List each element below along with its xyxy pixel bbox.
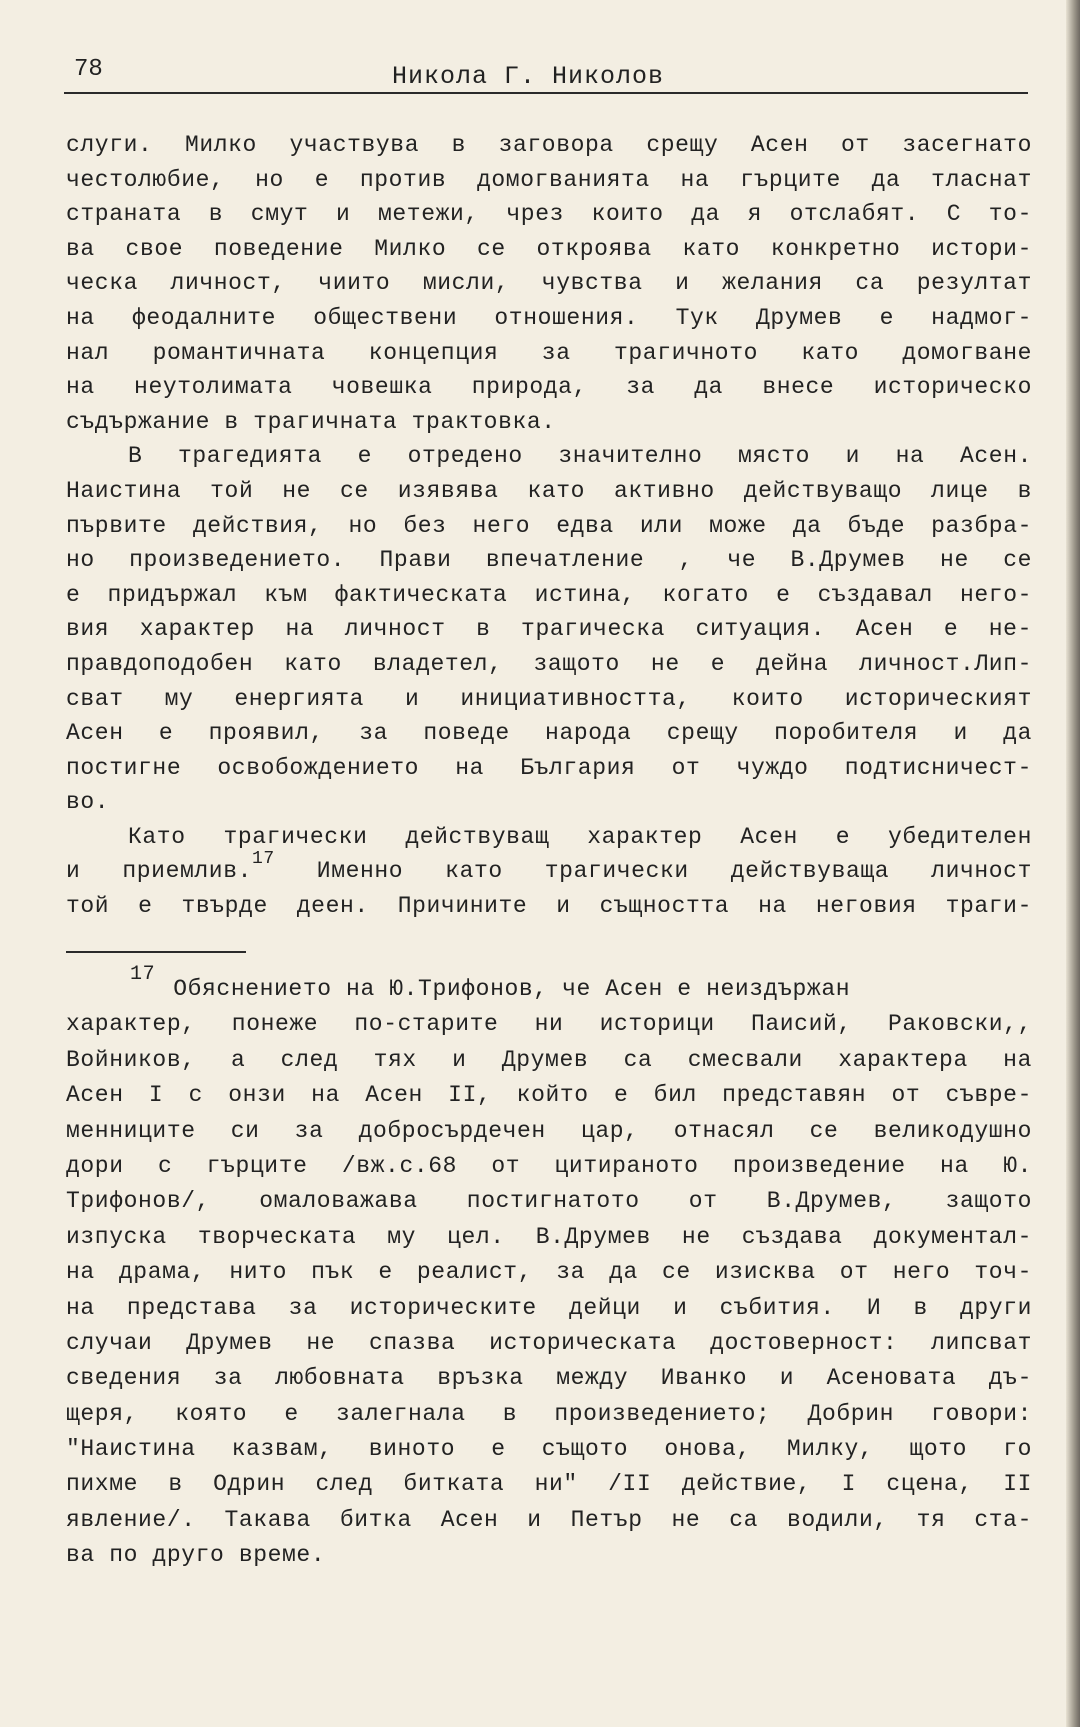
footnote-rule — [66, 951, 246, 953]
text-line: на феодалните обществени отношения. Тук Друмев е надмог- — [66, 304, 1032, 331]
footnote-line: явление/. Такава битка Асен и Петър не са водили, тя ста- — [66, 1506, 1032, 1533]
footnote-line: менниците си за добросърдечен цар, отнасял се великодушно — [66, 1117, 1032, 1144]
text-line: сват му енергията и инициативността, които историческият — [66, 685, 1032, 712]
page-number: 78 — [74, 56, 103, 83]
page-header — [64, 56, 1028, 96]
text-line: Наистина той не се изявява като активно действуващо лице в — [66, 477, 1032, 504]
text-line: честолюбие, но е против домогванията на гърците да тласнат — [66, 166, 1032, 193]
text-fragment: и приемлив. — [66, 858, 252, 885]
main-text — [66, 128, 1032, 924]
footnote-line: сведения за любовната връзка между Иванко и Асеновата дъ- — [66, 1365, 1032, 1392]
text-line: вия характер на личност в трагическа ситуация. Асен е не- — [66, 616, 1032, 643]
text-line: страната в смут и метежи, чрез които да я отслабят. С то- — [66, 201, 1032, 228]
footnote-line: случаи Друмев не спазва историческата достоверност: липсват — [66, 1329, 1032, 1356]
footnote-line — [66, 963, 1032, 1007]
text-line: но произведението. Прави впечатление , че В.Друмев не се — [66, 547, 1032, 574]
footnote-line: щеря, която е залегнала в произведението; Добрин говори: — [66, 1400, 1032, 1427]
text-line: во. — [66, 789, 110, 816]
footnote-line: ва по друго време. — [66, 1542, 326, 1569]
text-line: В трагедията е отредено значително място и на Асен. — [128, 443, 1032, 470]
text-line: слуги. Милко участвува в заговора срещу Асен от засегнато — [66, 132, 1032, 158]
footnote-line: Асен I с онзи на Асен II, който е бил представян от съвре- — [66, 1082, 1032, 1109]
text-line: Като трагически действуващ характер Асен е убедителен — [128, 823, 1032, 850]
header-rule — [64, 92, 1028, 94]
text-line: ческа личност, чиито мисли, чувства и желания са резултат — [66, 270, 1032, 297]
book-spine-shadow — [1066, 0, 1080, 1727]
text-line: ва свое поведение Милко се откроява като конкретно истори- — [66, 235, 1032, 262]
text-line: първите действия, но без него едва или може да бъде разбра- — [66, 512, 1032, 539]
text-line: нал романтичната концепция за трагичното като домогване — [66, 339, 1032, 366]
text-line: правдоподобен като владетел, защото не е дейна личност.Лип- — [66, 650, 1032, 677]
footnote-line: Войников, а след тях и Друмев са смесвали характера на — [66, 1046, 1032, 1073]
footnote-line: Трифонов/, омаловажава постигнатото от В.Друмев, защото — [66, 1188, 1032, 1215]
text-fragment — [275, 858, 317, 884]
text-line: Асен е проявил, за поведе народа срещу поробителя и да — [66, 720, 1032, 747]
footnote-line: на представа за историческите дейци и събития. И в други — [66, 1294, 1032, 1321]
footnote-line: характер, понеже по-старите ни историци Паисий, Раковски,, — [66, 1011, 1032, 1038]
footnote-marker: 17 — [130, 963, 156, 986]
text-line: е придържал към фактическата истина, когато е създавал него- — [66, 581, 1032, 608]
footnote — [66, 963, 1032, 1574]
text-line: на неутолимата човешка природа, за да внесе историческо — [66, 374, 1032, 401]
footnote-line: дори с гърците /вж.с.68 от цитираното произведение на Ю. — [66, 1152, 1032, 1179]
footnote-line: пихме в Одрин след битката ни" /II действие, I сцена, II — [66, 1471, 1032, 1498]
text-line: съдържание в трагичната трактовка. — [66, 408, 556, 435]
text-line: той е твърде деен. Причините и същността на неговия траги- — [66, 893, 1032, 920]
footnote-line: изпуска творческата му цел. В.Друмев не създава документал- — [66, 1223, 1032, 1250]
text-fragment: Обяснението на Ю.Трифонов, че Асен е неиздържан — [173, 976, 851, 1002]
text-line: постигне освобождението на България от чуждо подтисничест- — [66, 754, 1032, 781]
text-fragment: Именно като трагически действуваща личност — [316, 858, 1032, 885]
footnote-line: на драма, нито пък е реалист, за да се изисква от него точ- — [66, 1259, 1032, 1286]
running-head: Никола Г. Николов — [392, 62, 665, 91]
footnote-line: "Наистина казвам, виното е същото онова, Милку, щото го — [66, 1436, 1032, 1463]
footnote-reference: 17 — [252, 849, 275, 870]
text-line — [66, 849, 1032, 889]
